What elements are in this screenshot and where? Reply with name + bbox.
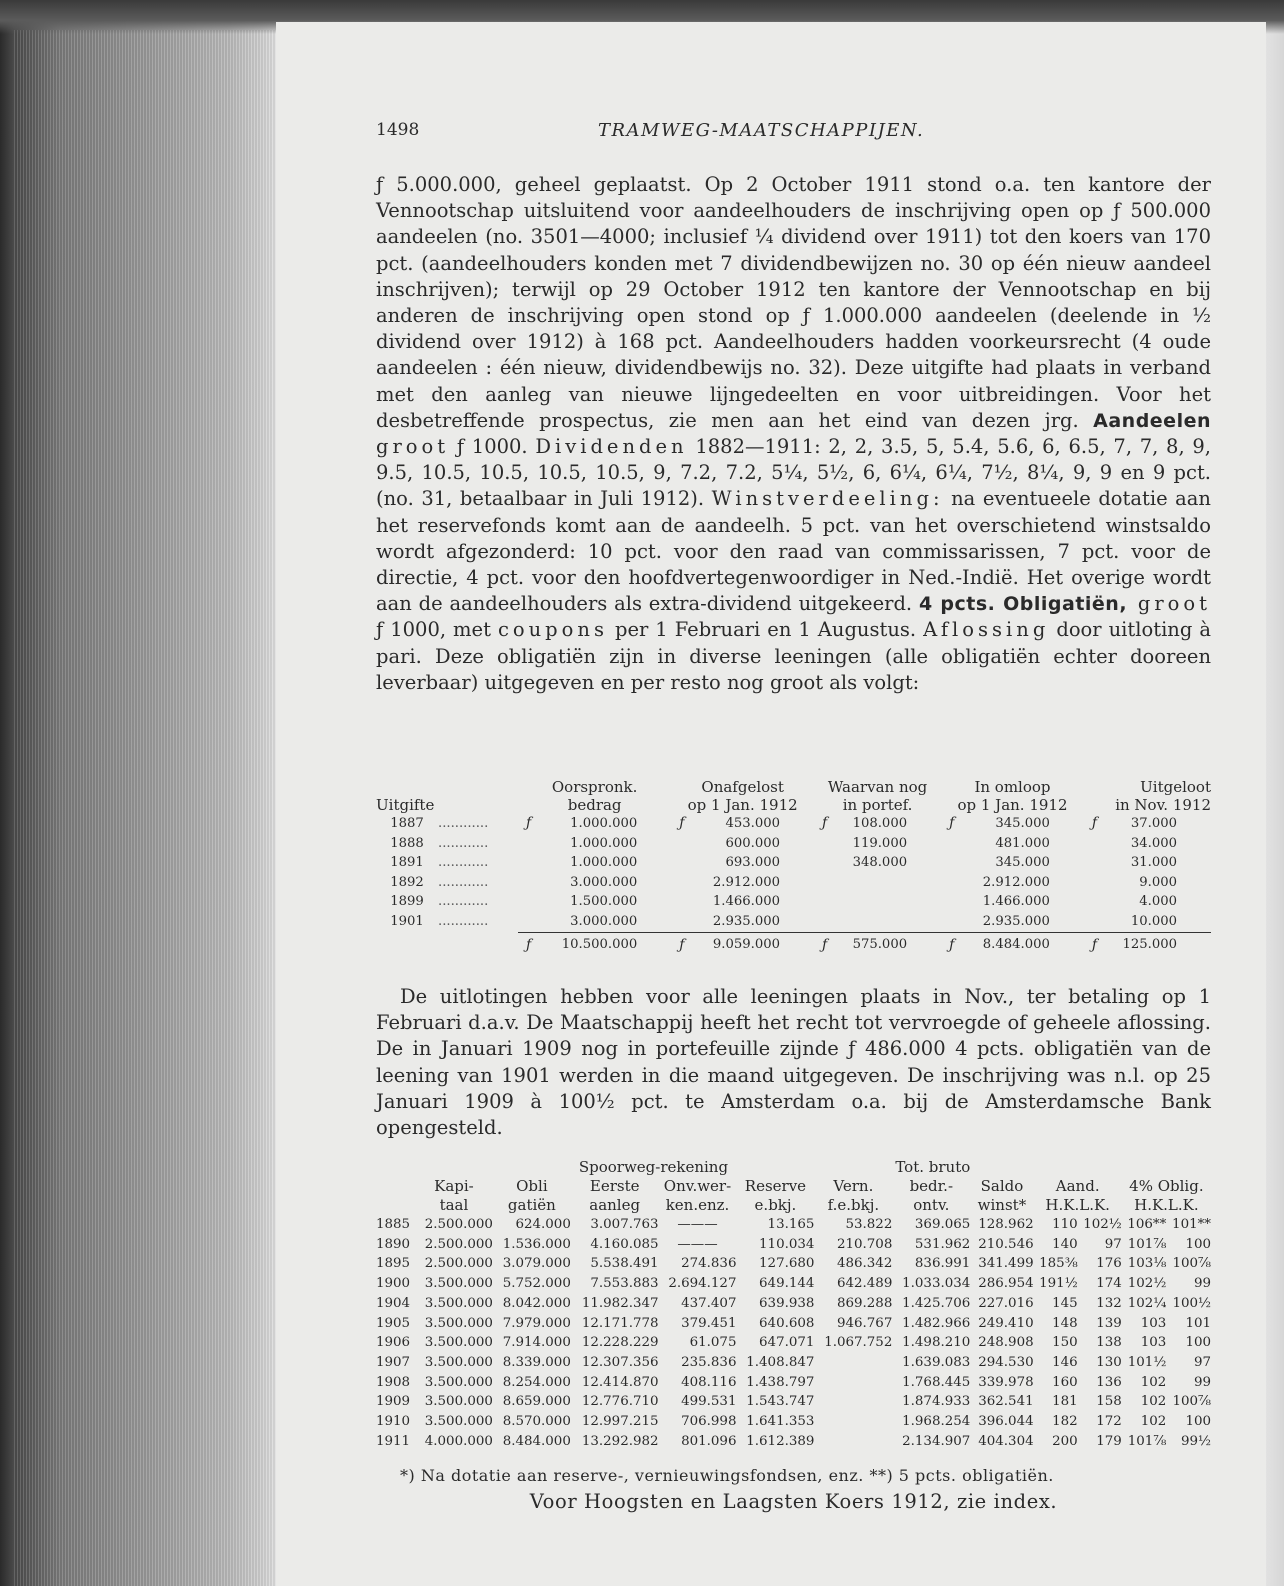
fin-oh: 102 — [1140, 1414, 1167, 1430]
fin-oh: 103 — [1140, 1315, 1167, 1331]
fin-kap: 4.000.000 — [424, 1433, 493, 1449]
fin-saldo: 341.499 — [978, 1256, 1034, 1272]
fin-year: 1910 — [376, 1414, 411, 1430]
fin-eerste: 11.982.347 — [581, 1295, 659, 1311]
fin-kap: 3.500.000 — [424, 1276, 493, 1292]
fin-al: 158 — [1096, 1394, 1122, 1410]
fin-oh: 101½ — [1127, 1354, 1167, 1370]
spaced-aflossing: Aflossing — [923, 618, 1050, 642]
header-eerste-aanleg: Eerste — [589, 1177, 640, 1195]
fin-ah: 185⅜ — [1039, 1256, 1078, 1272]
fin-vern — [814, 1373, 892, 1393]
fin-al: 136 — [1096, 1374, 1122, 1390]
fin-onv: 2.694.127 — [668, 1276, 737, 1292]
fin-ah: 148 — [1052, 1315, 1078, 1331]
fin-oh: 102 — [1140, 1374, 1167, 1390]
fin-eerste: 3.007.763 — [590, 1217, 659, 1232]
loan-portef: 348.000 — [852, 855, 908, 871]
fin-saldo: 294.530 — [978, 1354, 1034, 1370]
fin-res: 640.608 — [759, 1315, 815, 1331]
header-kapitaal: Kapi- — [434, 1177, 474, 1195]
fin-oh: 103 — [1140, 1335, 1167, 1351]
fin-ah: 140 — [1052, 1236, 1078, 1252]
loan-uitgeloot: ƒ 37.000 — [1091, 815, 1177, 831]
loan-portef: ƒ 108.000 — [822, 815, 908, 831]
fin-saldo: 128.962 — [978, 1217, 1034, 1232]
fin-bedr: 1.033.034 — [902, 1276, 971, 1292]
fin-ah: 191½ — [1039, 1276, 1078, 1292]
fin-year: 1909 — [376, 1394, 411, 1410]
loan-row — [376, 873, 1211, 893]
fin-ol: 99 — [1193, 1276, 1211, 1292]
fin-obl: 8.042.000 — [502, 1295, 571, 1311]
fin-onv: 706.998 — [681, 1414, 737, 1430]
fin-year: 1911 — [376, 1433, 411, 1449]
header-obligatie-koers: 4% Oblig. — [1129, 1177, 1204, 1195]
fin-ah: 200 — [1052, 1433, 1078, 1449]
fin-al: 174 — [1096, 1276, 1122, 1292]
loan-omloop: 2.912.000 — [982, 874, 1050, 890]
fin-onv: 437.407 — [681, 1295, 737, 1311]
loan-portef — [814, 873, 941, 893]
fin-oh: 102¼ — [1127, 1295, 1167, 1311]
fin-al: 132 — [1096, 1295, 1122, 1311]
fin-kap: 3.500.000 — [424, 1335, 493, 1351]
fin-kap: 2.500.000 — [424, 1236, 493, 1252]
loans-header-row — [376, 778, 1211, 814]
fin-row — [376, 1294, 1211, 1314]
fin-eerste: 4.160.085 — [590, 1236, 659, 1252]
text-run: per 1 Februari en 1 Augustus. — [607, 618, 924, 642]
fin-obl: 5.752.000 — [502, 1276, 571, 1292]
running-head — [376, 120, 1211, 144]
fin-res: 110.034 — [759, 1236, 815, 1252]
header-reserve: Reserve — [744, 1177, 807, 1195]
leader-dots: ............ — [438, 835, 489, 851]
loan-omloop: 481.000 — [995, 835, 1050, 851]
fin-onv: ——— — [677, 1217, 718, 1232]
fin-row — [376, 1432, 1211, 1452]
fin-ah: 150 — [1052, 1335, 1078, 1351]
fin-ah: 181 — [1052, 1394, 1078, 1410]
fin-bedr: 1.482.966 — [902, 1315, 971, 1331]
loan-onafgelost: ƒ 453.000 — [679, 815, 781, 831]
loan-omloop: 345.000 — [995, 855, 1050, 871]
fin-obl: 624.000 — [515, 1217, 571, 1232]
leader-dots: ............ — [438, 914, 489, 930]
fin-vern: 210.708 — [836, 1236, 893, 1252]
spaced-groot: groot — [1127, 592, 1211, 616]
footnote: *) Na dotatie aan reserve-, vernieuwingsfondsen, enz. **) 5 pcts. obligatiën. — [400, 1466, 1054, 1485]
fin-group-row — [376, 1158, 1211, 1177]
loan-uitgeloot: 4.000 — [1139, 894, 1177, 910]
loan-total-onafgelost: ƒ 9.059.000 — [671, 932, 814, 957]
fin-kap: 2.500.000 — [424, 1217, 493, 1232]
loan-year: 1899 — [390, 894, 424, 910]
fin-bedr: 1.639.083 — [902, 1354, 971, 1370]
fin-ol: 100 — [1185, 1414, 1211, 1430]
fin-onv: 61.075 — [689, 1335, 737, 1351]
fin-ol: 100 — [1185, 1236, 1211, 1252]
fin-res: 1.641.353 — [746, 1414, 815, 1430]
fin-eerste: 12.997.215 — [581, 1414, 659, 1430]
loan-uitgeloot: 34.000 — [1130, 835, 1177, 851]
fin-year: 1907 — [376, 1354, 411, 1370]
fin-ah: 160 — [1052, 1374, 1078, 1390]
fin-onv: 499.531 — [681, 1394, 737, 1410]
fin-year: 1885 — [376, 1217, 411, 1232]
fin-vern — [814, 1392, 892, 1412]
fin-saldo: 210.546 — [978, 1236, 1034, 1252]
fin-al: 102½ — [1083, 1217, 1122, 1232]
fin-bedr: 369.065 — [914, 1217, 971, 1232]
fin-al: 130 — [1096, 1354, 1122, 1370]
fin-saldo: 227.016 — [978, 1295, 1034, 1311]
fin-onv: 274.836 — [681, 1256, 737, 1272]
text-run: door uitloting à pari. Deze obligatiën zijn in diverse leeningen (alle obligatiën echter dooreen leverbaar) uitgegeven en per resto nog groot als volgt: — [376, 618, 1211, 694]
loan-year: 1887 — [390, 816, 424, 831]
fin-al: 179 — [1096, 1433, 1122, 1449]
fin-row — [376, 1412, 1211, 1432]
fin-vern: 869.288 — [836, 1295, 893, 1311]
header-onvoorziene-werken: Onv.wer- — [663, 1177, 732, 1195]
fin-year: 1908 — [376, 1374, 411, 1390]
header-bedrijfsontvangsten: bedr.- — [909, 1177, 954, 1195]
fin-eerste: 7.553.883 — [590, 1276, 659, 1292]
header-saldo-winst: Saldo — [980, 1177, 1024, 1195]
fin-bedr: 1.968.254 — [902, 1414, 971, 1430]
header-obligatien: Obli — [516, 1177, 548, 1195]
fin-oh: 102½ — [1127, 1276, 1167, 1292]
page-edges — [14, 30, 276, 1586]
loan-row — [376, 892, 1211, 912]
fin-obl: 8.254.000 — [502, 1374, 571, 1390]
fin-kap: 3.500.000 — [424, 1315, 493, 1331]
fin-obl: 7.979.000 — [502, 1315, 571, 1331]
financial-table — [376, 1158, 1211, 1451]
fin-ah: 146 — [1052, 1354, 1078, 1370]
header-portef: Waarvan nog in portef. — [827, 778, 928, 814]
fin-ah: 110 — [1052, 1217, 1078, 1232]
fin-kap: 3.500.000 — [424, 1394, 493, 1410]
fin-year: 1904 — [376, 1295, 411, 1311]
loan-year: 1901 — [390, 914, 424, 930]
loan-omloop: 2.935.000 — [982, 913, 1050, 929]
fin-vern: 642.489 — [836, 1276, 893, 1292]
fin-bedr: 1.874.933 — [902, 1394, 971, 1410]
fin-ah: 145 — [1052, 1295, 1078, 1311]
heading-obligatien: 4 pcts. Obligatiën, — [918, 593, 1128, 616]
fin-onv: 235.836 — [681, 1354, 737, 1370]
fin-bedr: 836.991 — [914, 1256, 971, 1272]
fin-oh: 102 — [1140, 1394, 1167, 1410]
fin-header-row-2: taal gatiën aanleg ken.enz. e.bkj. f.e.bkj. ontv. winst* H.K.L.K. H.K.L.K. — [439, 1196, 1199, 1214]
fin-ol: 100⅞ — [1172, 1394, 1211, 1410]
fin-eerste: 12.776.710 — [581, 1394, 659, 1410]
loan-oorspronk: 1.500.000 — [570, 894, 638, 910]
fin-year: 1905 — [376, 1315, 411, 1331]
fin-onv: 408.116 — [681, 1374, 737, 1390]
text-run: na eventueele dotatie aan het reservefonds komt aan de aandeelh. 5 pct. van het overschietend winstsaldo wordt afgezonderd: 10 pct. voor den raad van commissarissen, 7 pct. voor de directie, 4 pct. voor den hoofdvertegenwoordiger in Ned.-Indië. Het overige wordt aan de aandeelhouders als extra-dividend uitgekeerd. — [376, 487, 1211, 616]
fin-obl: 3.079.000 — [502, 1256, 571, 1272]
header-uitgifte: Uitgifte — [376, 796, 435, 814]
fin-saldo: 339.978 — [978, 1374, 1034, 1390]
fin-saldo: 286.954 — [978, 1276, 1034, 1292]
loan-oorspronk: 1.000.000 — [570, 855, 638, 871]
fin-row — [376, 1314, 1211, 1334]
page-number: 1498 — [376, 120, 420, 140]
running-title: TRAMWEG-MAATSCHAPPIJEN. — [598, 120, 925, 141]
text-run: 1882—1911: 2, 2, 3.5, 5, 5.4, 5.6, 6, 6.5, 7, 7, 8, 9, 9.5, 10.5, 10.5, 10.5, 10.5, 9, 7.2, 7.2, 5¼, 5½, 6, 6¼, 6¼, 7½, 8¼, 9, 9 en 9 pct. (no. 31, betaalbaar in Juli 1912). — [376, 435, 1211, 511]
loan-onafgelost: 693.000 — [725, 855, 781, 871]
heading-aandeelen: Aandeelen — [1093, 409, 1211, 432]
fin-row — [376, 1373, 1211, 1393]
fin-obl: 7.914.000 — [502, 1335, 571, 1351]
fin-res: 1.612.389 — [746, 1433, 815, 1449]
fin-bedr: 1.425.706 — [902, 1295, 971, 1311]
fin-al: 138 — [1096, 1335, 1122, 1351]
fin-obl: 8.484.000 — [502, 1433, 571, 1449]
fin-ol: 101** — [1172, 1217, 1211, 1232]
fin-ol: 101 — [1185, 1315, 1211, 1331]
fin-eerste: 12.307.356 — [581, 1354, 659, 1370]
fin-res: 647.071 — [759, 1335, 815, 1351]
leader-dots: ............ — [438, 894, 489, 910]
loan-oorspronk: ƒ 1.000.000 — [526, 815, 638, 831]
leader-dots: ............ — [438, 816, 489, 831]
spaced-groot: groot — [376, 435, 450, 459]
fin-ol: 97 — [1193, 1354, 1211, 1370]
fin-obl: 8.659.000 — [502, 1394, 571, 1410]
fin-vern: 1.067.752 — [824, 1335, 893, 1351]
fin-ol: 100½ — [1172, 1295, 1211, 1311]
header-oorspronk: Oorspronk. bedrag — [551, 778, 638, 814]
header-vernieuwing: Vern. — [833, 1177, 874, 1195]
fin-eerste: 5.538.491 — [590, 1256, 659, 1272]
text-run: ƒ 1000, met — [376, 618, 498, 642]
fin-saldo: 249.410 — [978, 1315, 1034, 1331]
loan-total-uitgeloot: ƒ 125.000 — [1084, 932, 1211, 957]
fin-obl: 8.339.000 — [502, 1354, 571, 1370]
loan-oorspronk: 3.000.000 — [570, 874, 638, 890]
loan-onafgelost: 600.000 — [725, 835, 781, 851]
paragraph-shares — [376, 172, 1211, 696]
fin-res: 649.144 — [759, 1276, 815, 1292]
fin-onv: ——— — [677, 1236, 718, 1252]
fin-oh: 103⅛ — [1127, 1256, 1167, 1272]
loans-table — [376, 778, 1211, 957]
fin-oh: 101⅞ — [1127, 1236, 1167, 1252]
fin-kap: 3.500.000 — [424, 1295, 493, 1311]
fin-oh: 106** — [1127, 1217, 1167, 1232]
fin-bedr: 2.134.907 — [902, 1433, 971, 1449]
loan-total-oorspronk: ƒ 10.500.000 — [518, 932, 671, 957]
fin-row — [376, 1235, 1211, 1255]
fin-ah: 182 — [1052, 1414, 1078, 1430]
fin-year: 1890 — [376, 1236, 411, 1252]
fin-al: 97 — [1104, 1236, 1122, 1252]
fin-vern — [814, 1432, 892, 1452]
fin-oh: 101⅞ — [1127, 1433, 1167, 1449]
leader-dots: ............ — [438, 874, 489, 890]
fin-bedr: 531.962 — [914, 1236, 971, 1252]
loan-portef: 119.000 — [852, 835, 908, 851]
fin-saldo: 404.304 — [978, 1433, 1034, 1449]
fin-onv: 801.096 — [681, 1433, 737, 1449]
fin-kap: 3.500.000 — [424, 1414, 493, 1430]
fin-res: 127.680 — [759, 1256, 815, 1272]
closing-line: Voor Hoogsten en Laagsten Koers 1912, zie index. — [529, 1490, 1058, 1513]
fin-vern — [814, 1412, 892, 1432]
loan-omloop: 1.466.000 — [982, 894, 1050, 910]
loan-uitgeloot: 9.000 — [1139, 874, 1177, 890]
loan-year: 1888 — [390, 835, 424, 851]
group-spoorweg: Spoorweg-rekening — [578, 1158, 729, 1176]
fin-bedr: 1.768.445 — [902, 1374, 971, 1390]
group-bruto: Tot. bruto — [895, 1158, 971, 1176]
loan-oorspronk: 1.000.000 — [570, 835, 638, 851]
loan-uitgeloot: 10.000 — [1130, 913, 1177, 929]
fin-res: 639.938 — [759, 1295, 815, 1311]
fin-year: 1900 — [376, 1276, 411, 1292]
fin-eerste: 12.171.778 — [581, 1315, 659, 1331]
fin-row — [376, 1333, 1211, 1353]
loan-portef — [814, 892, 941, 912]
loan-oorspronk: 3.000.000 — [570, 913, 638, 929]
loan-totals-row — [376, 932, 1211, 957]
fin-al: 176 — [1096, 1256, 1122, 1272]
paragraph-redemption: De uitlotingen hebben voor alle leeningen plaats in Nov., ter betaling op 1 Februari d.a.v. De Maatschappij heeft het recht tot vervroegde of geheele aflossing. De in Januari 1909 nog in portefeuille zijnde ƒ 486.000 4 pcts. obligatiën van de leening van 1901 werden in die maand uitgegeven. De inschrijving was n.l. op 25 Januari 1909 à 100½ pct. te Amsterdam o.a. bij de Amsterdamsche Bank opengesteld. — [376, 985, 1211, 1140]
loan-row — [376, 912, 1211, 932]
loan-onafgelost: 2.912.000 — [712, 874, 781, 890]
loan-portef — [814, 912, 941, 932]
fin-vern: 53.822 — [845, 1217, 893, 1232]
fin-row — [376, 1215, 1211, 1235]
fin-res: 1.438.797 — [746, 1374, 815, 1390]
fin-row — [376, 1392, 1211, 1412]
fin-res: 13.165 — [767, 1217, 815, 1232]
fin-vern: 946.767 — [836, 1315, 893, 1331]
fin-eerste: 12.228.229 — [581, 1335, 659, 1351]
text-run: ƒ 5.000.000, geheel geplaatst. Op 2 October 1911 stond o.a. ten kantore der Vennootschap uitsluitend voor aandeelhouders de inschrijving open op ƒ 500.000 aandeelen (no. 3501—4000; inclusief ¼ dividend over 1911) tot den koers van 170 pct. (aandeelhouders konden met 7 dividendbewijzen no. 30 op één nieuw aandeel inschrijven); terwijl op 29 October 1912 ten kantore der Vennootschap en bij anderen de inschrijving open stond op ƒ 1.000.000 aandeelen (deelende in ½ dividend over 1912) à 168 pct. Aandeelhouders hadden voorkeursrecht (4 oude aandeelen : één nieuw, dividendbewijs no. 32). Deze uitgifte had plaats in verband met den aanleg van nieuwe lijngedeelten en voor uitbreidingen. Voor het desbetreffende prospectus, zie men aan het eind van dezen jrg. — [376, 173, 1211, 432]
leader-dots: ............ — [438, 855, 489, 871]
fin-header-row-1 — [376, 1177, 1211, 1196]
fin-vern — [814, 1353, 892, 1373]
fin-al: 172 — [1096, 1414, 1122, 1430]
loan-onafgelost: 2.935.000 — [712, 913, 781, 929]
fin-row — [376, 1254, 1211, 1274]
loan-uitgeloot: 31.000 — [1130, 855, 1177, 871]
spaced-dividenden: Dividenden — [535, 435, 688, 459]
header-uitgeloot: Uitgeloot in Nov. 1912 — [1115, 778, 1211, 814]
loan-omloop: ƒ 345.000 — [949, 815, 1050, 831]
fin-eerste: 13.292.982 — [581, 1433, 659, 1449]
fin-kap: 3.500.000 — [424, 1374, 493, 1390]
fin-kap: 2.500.000 — [424, 1256, 493, 1272]
fin-obl: 8.570.000 — [502, 1414, 571, 1430]
fin-year: 1906 — [376, 1335, 411, 1351]
loan-row — [376, 834, 1211, 854]
loan-onafgelost: 1.466.000 — [712, 894, 781, 910]
spaced-winstverdeeling: Winstverdeeling: — [711, 487, 944, 511]
fin-row — [376, 1353, 1211, 1373]
loan-total-omloop: ƒ 8.484.000 — [941, 932, 1084, 957]
fin-res: 1.408.847 — [746, 1354, 815, 1370]
loan-total-portef: ƒ 575.000 — [814, 932, 941, 957]
loan-row — [376, 814, 1211, 834]
fin-vern: 486.342 — [836, 1256, 893, 1272]
loan-row — [376, 853, 1211, 873]
header-onafgelost: Onafgelost op 1 Jan. 1912 — [687, 778, 798, 814]
fin-ol: 99 — [1193, 1374, 1211, 1390]
header-omloop: In omloop op 1 Jan. 1912 — [957, 778, 1068, 814]
fin-kap: 3.500.000 — [424, 1354, 493, 1370]
fin-ol: 100 — [1185, 1335, 1211, 1351]
fin-res: 1.543.747 — [746, 1394, 815, 1410]
fin-onv: 379.451 — [681, 1315, 737, 1331]
fin-eerste: 12.414.870 — [581, 1374, 659, 1390]
fin-saldo: 396.044 — [978, 1414, 1034, 1430]
fin-year: 1895 — [376, 1256, 411, 1272]
fin-obl: 1.536.000 — [502, 1236, 571, 1252]
fin-saldo: 362.541 — [978, 1394, 1034, 1410]
fin-al: 139 — [1096, 1315, 1122, 1331]
spaced-coupons: coupons — [497, 618, 608, 642]
fin-row — [376, 1274, 1211, 1294]
fin-bedr: 1.498.210 — [902, 1335, 971, 1351]
loan-year: 1891 — [390, 855, 424, 871]
fin-ol: 99½ — [1180, 1433, 1211, 1449]
header-aandeelen-koers: Aand. — [1055, 1177, 1100, 1195]
text-run: ƒ 1000. — [449, 435, 536, 459]
fin-ol: 100⅞ — [1172, 1256, 1211, 1272]
loan-year: 1892 — [390, 874, 424, 890]
fin-saldo: 248.908 — [978, 1335, 1034, 1351]
